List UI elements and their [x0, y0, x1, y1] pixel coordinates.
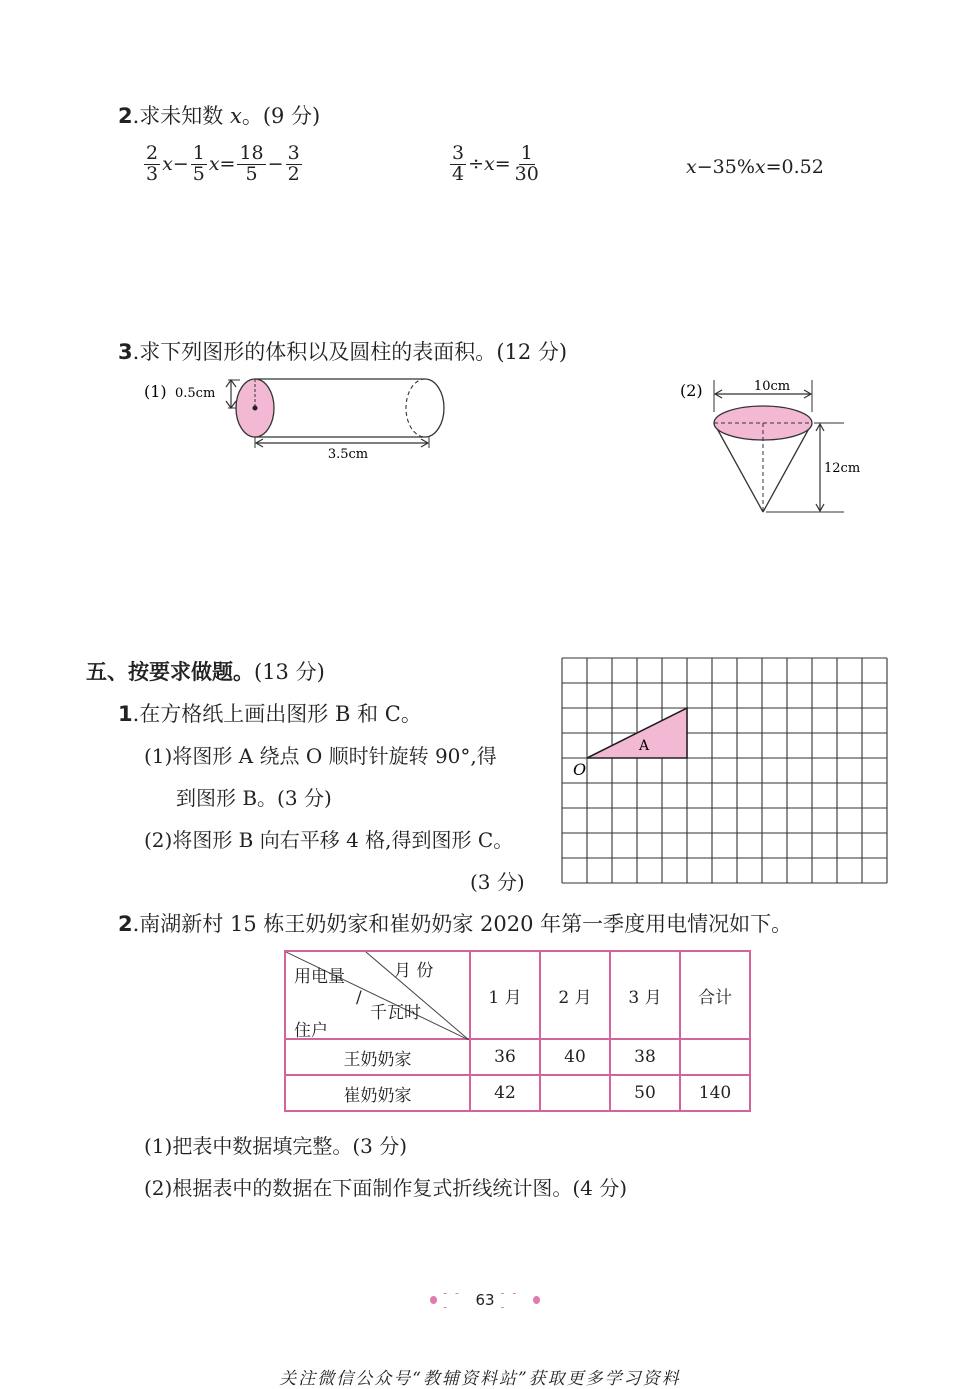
- s5-q2-title-text: .南湖新村 15 栋王奶奶家和崔奶奶家 2020 年第一季度用电情况如下。: [132, 912, 793, 936]
- point-o-label: O: [573, 760, 587, 779]
- table-row: [285, 1075, 750, 1111]
- q3-score: (12 分): [496, 340, 568, 364]
- s5-q1-part2: (2)将图形 B 向右平移 4 格,得到图形 C。: [144, 828, 514, 852]
- table-cell: 50: [610, 1075, 680, 1111]
- fraction: $\frac{18}{5}$: [239, 142, 264, 185]
- q2-title-var: x: [229, 104, 242, 128]
- s5-q1-title: [118, 698, 422, 728]
- q2-title-end: 。: [241, 104, 263, 128]
- section-5-score: (13 分): [254, 660, 325, 684]
- page-dot-left-icon: [430, 1296, 437, 1304]
- fig2-label: (2): [680, 381, 703, 400]
- table-cell: 36: [470, 1039, 540, 1075]
- fraction: $\frac{2}{3}$: [146, 142, 159, 185]
- page-number: 63: [475, 1291, 495, 1309]
- table-cell: 42: [470, 1075, 540, 1111]
- section-5-title-text: 五、按要求做题。: [86, 660, 254, 684]
- table-cell: 38: [610, 1039, 680, 1075]
- header-household: 住户: [294, 1021, 328, 1041]
- q2-title-text: .求未知数: [132, 104, 230, 128]
- q3-title: [118, 336, 567, 366]
- q2-score: (9 分): [262, 104, 321, 128]
- s5-q2-sub1: (1)把表中数据填完整。(3 分): [144, 1134, 408, 1158]
- page-number-bar: - - - 63 - - -: [430, 1286, 540, 1314]
- fig1-radius: 0.5cm: [175, 386, 216, 401]
- q3-number: 3: [118, 340, 133, 364]
- table-cell: 40: [540, 1039, 610, 1075]
- footer-note: 关注微信公众号“教辅资料站”获取更多学习资料: [279, 1369, 681, 1389]
- s5-q1-title-text: .在方格纸上画出图形 B 和 C。: [132, 702, 422, 726]
- table-cell-blank: [540, 1075, 610, 1111]
- fraction: $\frac{3}{4}$: [452, 142, 465, 185]
- s5-q2-sub2: (2)根据表中的数据在下面制作复式折线统计图。(4 分): [144, 1176, 628, 1200]
- q2-equation-1: $\frac{2}{3}$ x − $\frac{1}{5}$ x = $\frac{18}{5}$ − $\frac{3}{2}$: [146, 142, 300, 185]
- column-header: 2 月: [540, 951, 610, 1039]
- s5-q1-part2-score: (3 分): [470, 870, 525, 894]
- fig2-height: 12cm: [824, 461, 861, 476]
- column-header: 3 月: [610, 951, 680, 1039]
- cylinder-figure: [140, 372, 460, 464]
- s5-q1-part1-line1: (1)将图形 A 绕点 O 顺时针旋转 90°,得: [144, 744, 497, 768]
- fraction: $\frac{1}{5}$: [192, 142, 205, 185]
- shape-a-label: A: [639, 738, 650, 754]
- fraction: $\frac{1}{30}$: [514, 142, 539, 185]
- s5-q2-number: 2: [118, 912, 133, 936]
- s5-q1-part1-line2: 到图形 B。(3 分): [176, 786, 332, 810]
- table-cell: 140: [680, 1075, 750, 1111]
- square-grid: [556, 652, 892, 888]
- fig1-label: (1): [144, 382, 167, 401]
- table-row: [285, 1039, 750, 1075]
- header-slash: /: [356, 988, 362, 1008]
- table-corner-cell: [285, 951, 470, 1039]
- electricity-table: [284, 950, 751, 1112]
- s5-q2-title: [118, 908, 792, 938]
- q2-title: [118, 100, 320, 130]
- table-header-row: [285, 951, 750, 1039]
- fig2-diameter: 10cm: [753, 379, 791, 394]
- table-cell-blank: [680, 1039, 750, 1075]
- header-month: 月 份: [394, 961, 434, 981]
- fig1-length: 3.5cm: [327, 447, 369, 462]
- header-usage: 用电量: [294, 967, 345, 987]
- row-household-name: 王奶奶家: [285, 1039, 470, 1075]
- q2-equation-2: $\frac{3}{4}$ ÷ x = $\frac{1}{30}$: [452, 142, 539, 185]
- header-unit: 千瓦时: [370, 1003, 421, 1023]
- cone-figure: [676, 372, 872, 520]
- q3-title-text: .求下列图形的体积以及圆柱的表面积。: [132, 340, 497, 364]
- fraction: $\frac{3}{2}$: [287, 142, 300, 185]
- section-5-title: [86, 656, 325, 686]
- q2-equation-3: x −35% x =0.52: [686, 156, 824, 178]
- s5-q1-number: 1: [118, 702, 133, 726]
- page-dot-right-icon: [533, 1296, 540, 1304]
- q2-number: 2: [118, 104, 133, 128]
- row-household-name: 崔奶奶家: [285, 1075, 470, 1111]
- column-header: 1 月: [470, 951, 540, 1039]
- column-header: 合计: [680, 951, 750, 1039]
